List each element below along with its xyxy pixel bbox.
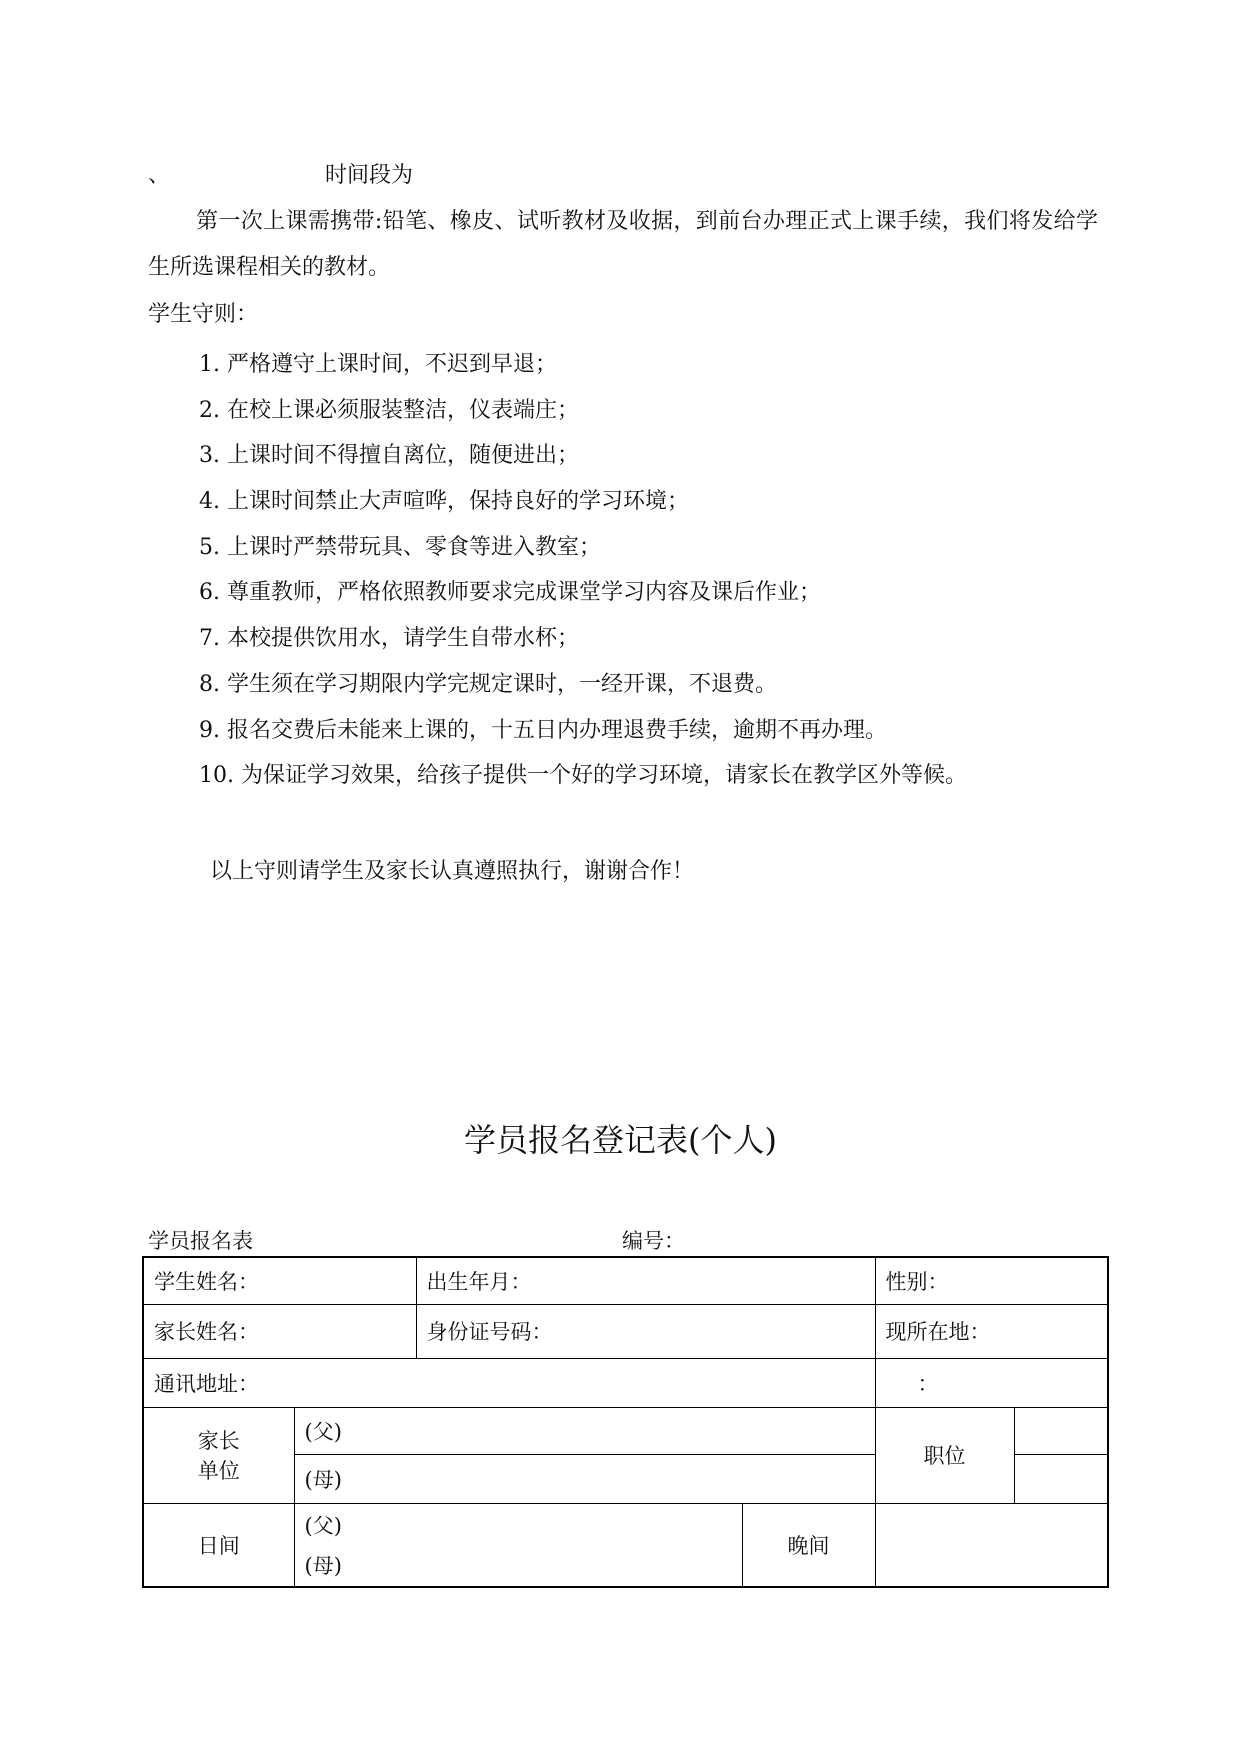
table-row	[143, 1304, 1108, 1358]
rule-item: 9. 报名交费后未能来上课的，十五日内办理退费手续，逾期不再办理。	[199, 717, 887, 743]
rule-item: 10. 为保证学习效果，给孩子提供一个好的学习环境，请家长在教学区外等候。	[199, 763, 967, 789]
rule-item: 8. 学生须在学习期限内学完规定课时，一经开课，不退费。	[199, 671, 777, 697]
birth-date-field[interactable]: 出生年月：	[416, 1257, 875, 1304]
rule-item: 5. 上课时严禁带玩具、零食等进入教室；	[199, 534, 601, 560]
parent-label-line-2: 单位	[197, 1459, 240, 1483]
mother-position-field[interactable]	[1014, 1454, 1108, 1503]
first-class-paragraph: 第一次上课需携带:铅笔、橡皮、试听教材及收据，到前台办理正式上课手续，我们将发给学生所选课程相关的教材。	[148, 209, 1098, 280]
rule-item: 7. 本校提供饮用水，请学生自带水杯；	[199, 626, 579, 652]
rules-closing: 以上守则请学生及家长认真遵照执行，谢谢合作！	[210, 859, 695, 884]
intro-mark: 、	[148, 163, 171, 188]
registration-form-table	[142, 1256, 1109, 1588]
rule-item: 4. 上课时间禁止大声喧哗，保持良好的学习环境；	[199, 489, 689, 515]
rules-heading: 学生守则：	[148, 302, 259, 327]
table-row	[143, 1257, 1108, 1304]
daytime-phone-field[interactable]	[294, 1503, 742, 1587]
daytime-father-label: (父)	[304, 1513, 342, 1538]
table-row	[143, 1358, 1108, 1407]
father-position-field[interactable]	[1014, 1407, 1108, 1454]
address-field[interactable]: 通讯地址：	[143, 1358, 875, 1407]
student-name-field[interactable]: 学生姓名：	[143, 1257, 416, 1304]
position-label: 职位	[875, 1407, 1014, 1503]
form-number-label: 编号：	[622, 1229, 685, 1253]
table-row	[143, 1407, 1108, 1454]
id-number-field[interactable]: 身份证号码：	[416, 1304, 875, 1358]
rules-list	[199, 342, 967, 799]
parent-label-line-1: 家长	[197, 1429, 240, 1453]
current-location-field[interactable]: 现所在地：	[875, 1304, 1108, 1358]
table-row	[143, 1503, 1108, 1587]
mother-workplace-field[interactable]: (母)	[294, 1454, 875, 1503]
form-subtitle: 学员报名表	[148, 1229, 253, 1253]
gender-field[interactable]: 性别：	[875, 1257, 1108, 1304]
parent-name-field[interactable]: 家长姓名：	[143, 1304, 416, 1358]
address-colon-cell[interactable]: ：	[875, 1358, 1108, 1407]
form-title: 学员报名登记表(个人)	[464, 1121, 777, 1159]
daytime-label: 日间	[143, 1503, 294, 1587]
rule-item: 3. 上课时间不得擅自离位，随便进出；	[199, 443, 579, 469]
rule-item: 2. 在校上课必须服装整洁，仪表端庄；	[199, 397, 579, 423]
father-workplace-field[interactable]: (父)	[294, 1407, 875, 1454]
time-label: 时间段为	[325, 163, 414, 188]
evening-label: 晚间	[742, 1503, 875, 1587]
parent-workplace-label	[143, 1407, 294, 1503]
evening-phone-field[interactable]	[875, 1503, 1108, 1587]
daytime-mother-label: (母)	[304, 1553, 342, 1578]
rule-item: 6. 尊重教师，严格依照教师要求完成课堂学习内容及课后作业；	[199, 580, 821, 606]
rule-item: 1. 严格遵守上课时间，不迟到早退；	[199, 352, 557, 377]
